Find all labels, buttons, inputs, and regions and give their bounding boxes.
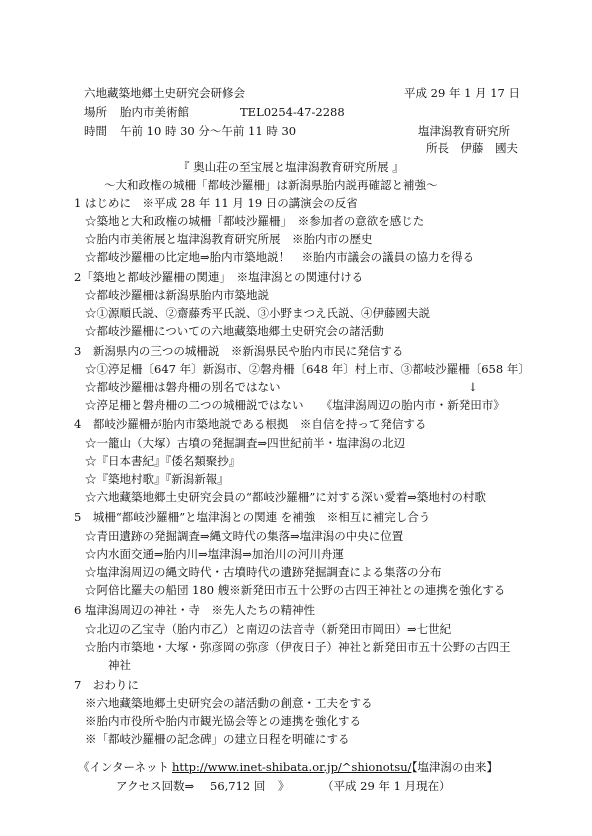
- internet-label: 《インターネット: [78, 760, 169, 774]
- site-title: 【塩津潟の由来】: [406, 760, 498, 774]
- section-2-heading: 2「築地と都岐沙羅柵の関連」 ※塩津潟との関連付ける: [74, 270, 364, 284]
- subtitle: ～大和政権の城柵「都岐沙羅柵」は新潟県胎内説再確認と補強～: [104, 178, 438, 192]
- section-6-heading: 6 塩津潟周辺の神社・寺 ※先人たちの精神性: [74, 603, 315, 617]
- section-3-item-3: ☆渟足柵と磐舟柵の二つの城柵説ではない 《塩津潟周辺の胎内市・新発田市》: [85, 398, 505, 412]
- section-4-heading: 4 都岐沙羅柵が胎内市築地説である根拠 ※自信を持って発信する: [74, 417, 427, 431]
- as-of-date: （平成 29 年 1 月現在）: [322, 779, 451, 793]
- section-4-item-2: ☆『日本書紀』『倭名類聚抄』: [85, 454, 241, 468]
- section-4-item-3: ☆『築地村歌』『新潟新報』: [85, 472, 229, 486]
- access-close-bracket: 》: [278, 779, 290, 793]
- access-label: アクセス回数⇒: [116, 779, 195, 793]
- website-link[interactable]: http://www.inet-shibata.or.jp/^shionotsu/: [172, 760, 412, 774]
- section-6-item-1: ☆北辺の乙宝寺（胎内市乙）と南辺の法音寺（新発田市岡田）⇒七世紀: [85, 622, 452, 636]
- section-5-item-4: ☆阿倍比羅夫の船団 180 艘※新発田市五十公野の古四王神社との連携を強化する: [85, 583, 506, 597]
- time-value: 午前 10 時 30 分～午前 11 時 30: [120, 124, 297, 138]
- section-5-heading: 5 城柵“都岐沙羅柵”と塩津潟との関連 を補強 ※相互に補完し合う: [74, 510, 431, 524]
- place-label: 場所: [84, 105, 107, 119]
- org-name: 六地藏築地郷土史研究会研修会: [84, 86, 245, 100]
- section-4-item-1: ☆一籠山（大塚）古墳の発掘調査⇒四世紀前半・塩津潟の北辺: [85, 436, 406, 450]
- section-1-item-3: ☆都岐沙羅柵の比定地⇒胎内市築地説！ ※胎内市議会の議員の協力を得る: [85, 250, 475, 264]
- director-name: 所長 伊藤 國夫: [426, 141, 518, 155]
- section-1-item-2: ☆胎内市美術展と塩津潟教育研究所展 ※胎内市の歴史: [85, 232, 373, 246]
- section-2-item-1: ☆都岐沙羅柵は新潟県胎内市築地説: [85, 288, 269, 302]
- document-date: 平成 29 年 1 月 17 日: [404, 86, 521, 100]
- section-6-item-2: ☆胎内市築地・大塚・弥彦岡の弥彦（伊夜日子）神社と新発田市五十公野の古四王: [85, 640, 511, 654]
- section-3-item-2: ☆都岐沙羅柵は磐舟柵の別名ではない: [85, 380, 281, 394]
- place-value: 胎内市美術館: [120, 105, 189, 119]
- section-7-item-3: ※「都岐沙羅柵の記念碑」の建立日程を明確にする: [85, 732, 350, 746]
- section-1-heading: 1 はじめに ※平成 28 年 11 月 19 日の講演会の反省: [74, 196, 358, 210]
- section-7-item-1: ※六地藏築地郷土史研究会の諸活動の創意・工夫をする: [85, 696, 373, 710]
- down-arrow-icon: ↓: [468, 380, 478, 394]
- section-5-item-1: ☆青田遺跡の発掘調査⇒縄文時代の集落⇒塩津潟の中央に位置: [85, 529, 404, 543]
- access-count: 56,712 回: [210, 779, 266, 793]
- telephone: TEL0254-47-2288: [240, 105, 345, 119]
- section-7-item-2: ※胎内市役所や胎内市観光協会等との連携を強化する: [85, 714, 361, 728]
- section-1-item-1: ☆築地と大和政権の城柵「都岐沙羅柵」 ※参加者の意欲を感じた: [85, 214, 425, 228]
- section-2-item-3: ☆都岐沙羅柵についての六地藏築地郷土史研究会の諸活動: [85, 324, 384, 338]
- section-3-heading: 3 新潟県内の三つの城柵説 ※新潟県民や胎内市民に発信する: [74, 344, 404, 358]
- section-2-item-2: ☆①源順氏説、②齋藤秀平氏説、③小野まつえ氏説、④伊藤國夫説: [85, 306, 430, 320]
- section-6-item-2-continued: 神社: [108, 658, 131, 672]
- section-3-item-1: ☆①渟足柵〔647 年〕新潟市、②磐舟柵〔648 年〕村上市、③都岐沙羅柵〔658 年〕: [85, 362, 530, 376]
- main-title: 『 奥山荘の至宝展と塩津潟教育研究所展 』: [178, 160, 404, 174]
- section-5-item-2: ☆内水面交通⇒胎内川⇒塩津潟⇒加治川の河川舟運: [85, 547, 344, 561]
- institute-name: 塩津潟教育研究所: [418, 124, 510, 138]
- section-5-item-3: ☆塩津潟周辺の縄文時代・古墳時代の遺跡発掘調査による集落の分布: [85, 565, 442, 579]
- section-4-item-4: ☆六地藏築地郷土史研究会員の“都岐沙羅柵”に対する深い愛着⇒築地村の村歌: [85, 490, 486, 504]
- section-7-heading: 7 おわりに: [74, 678, 139, 692]
- time-label: 時間: [84, 124, 107, 138]
